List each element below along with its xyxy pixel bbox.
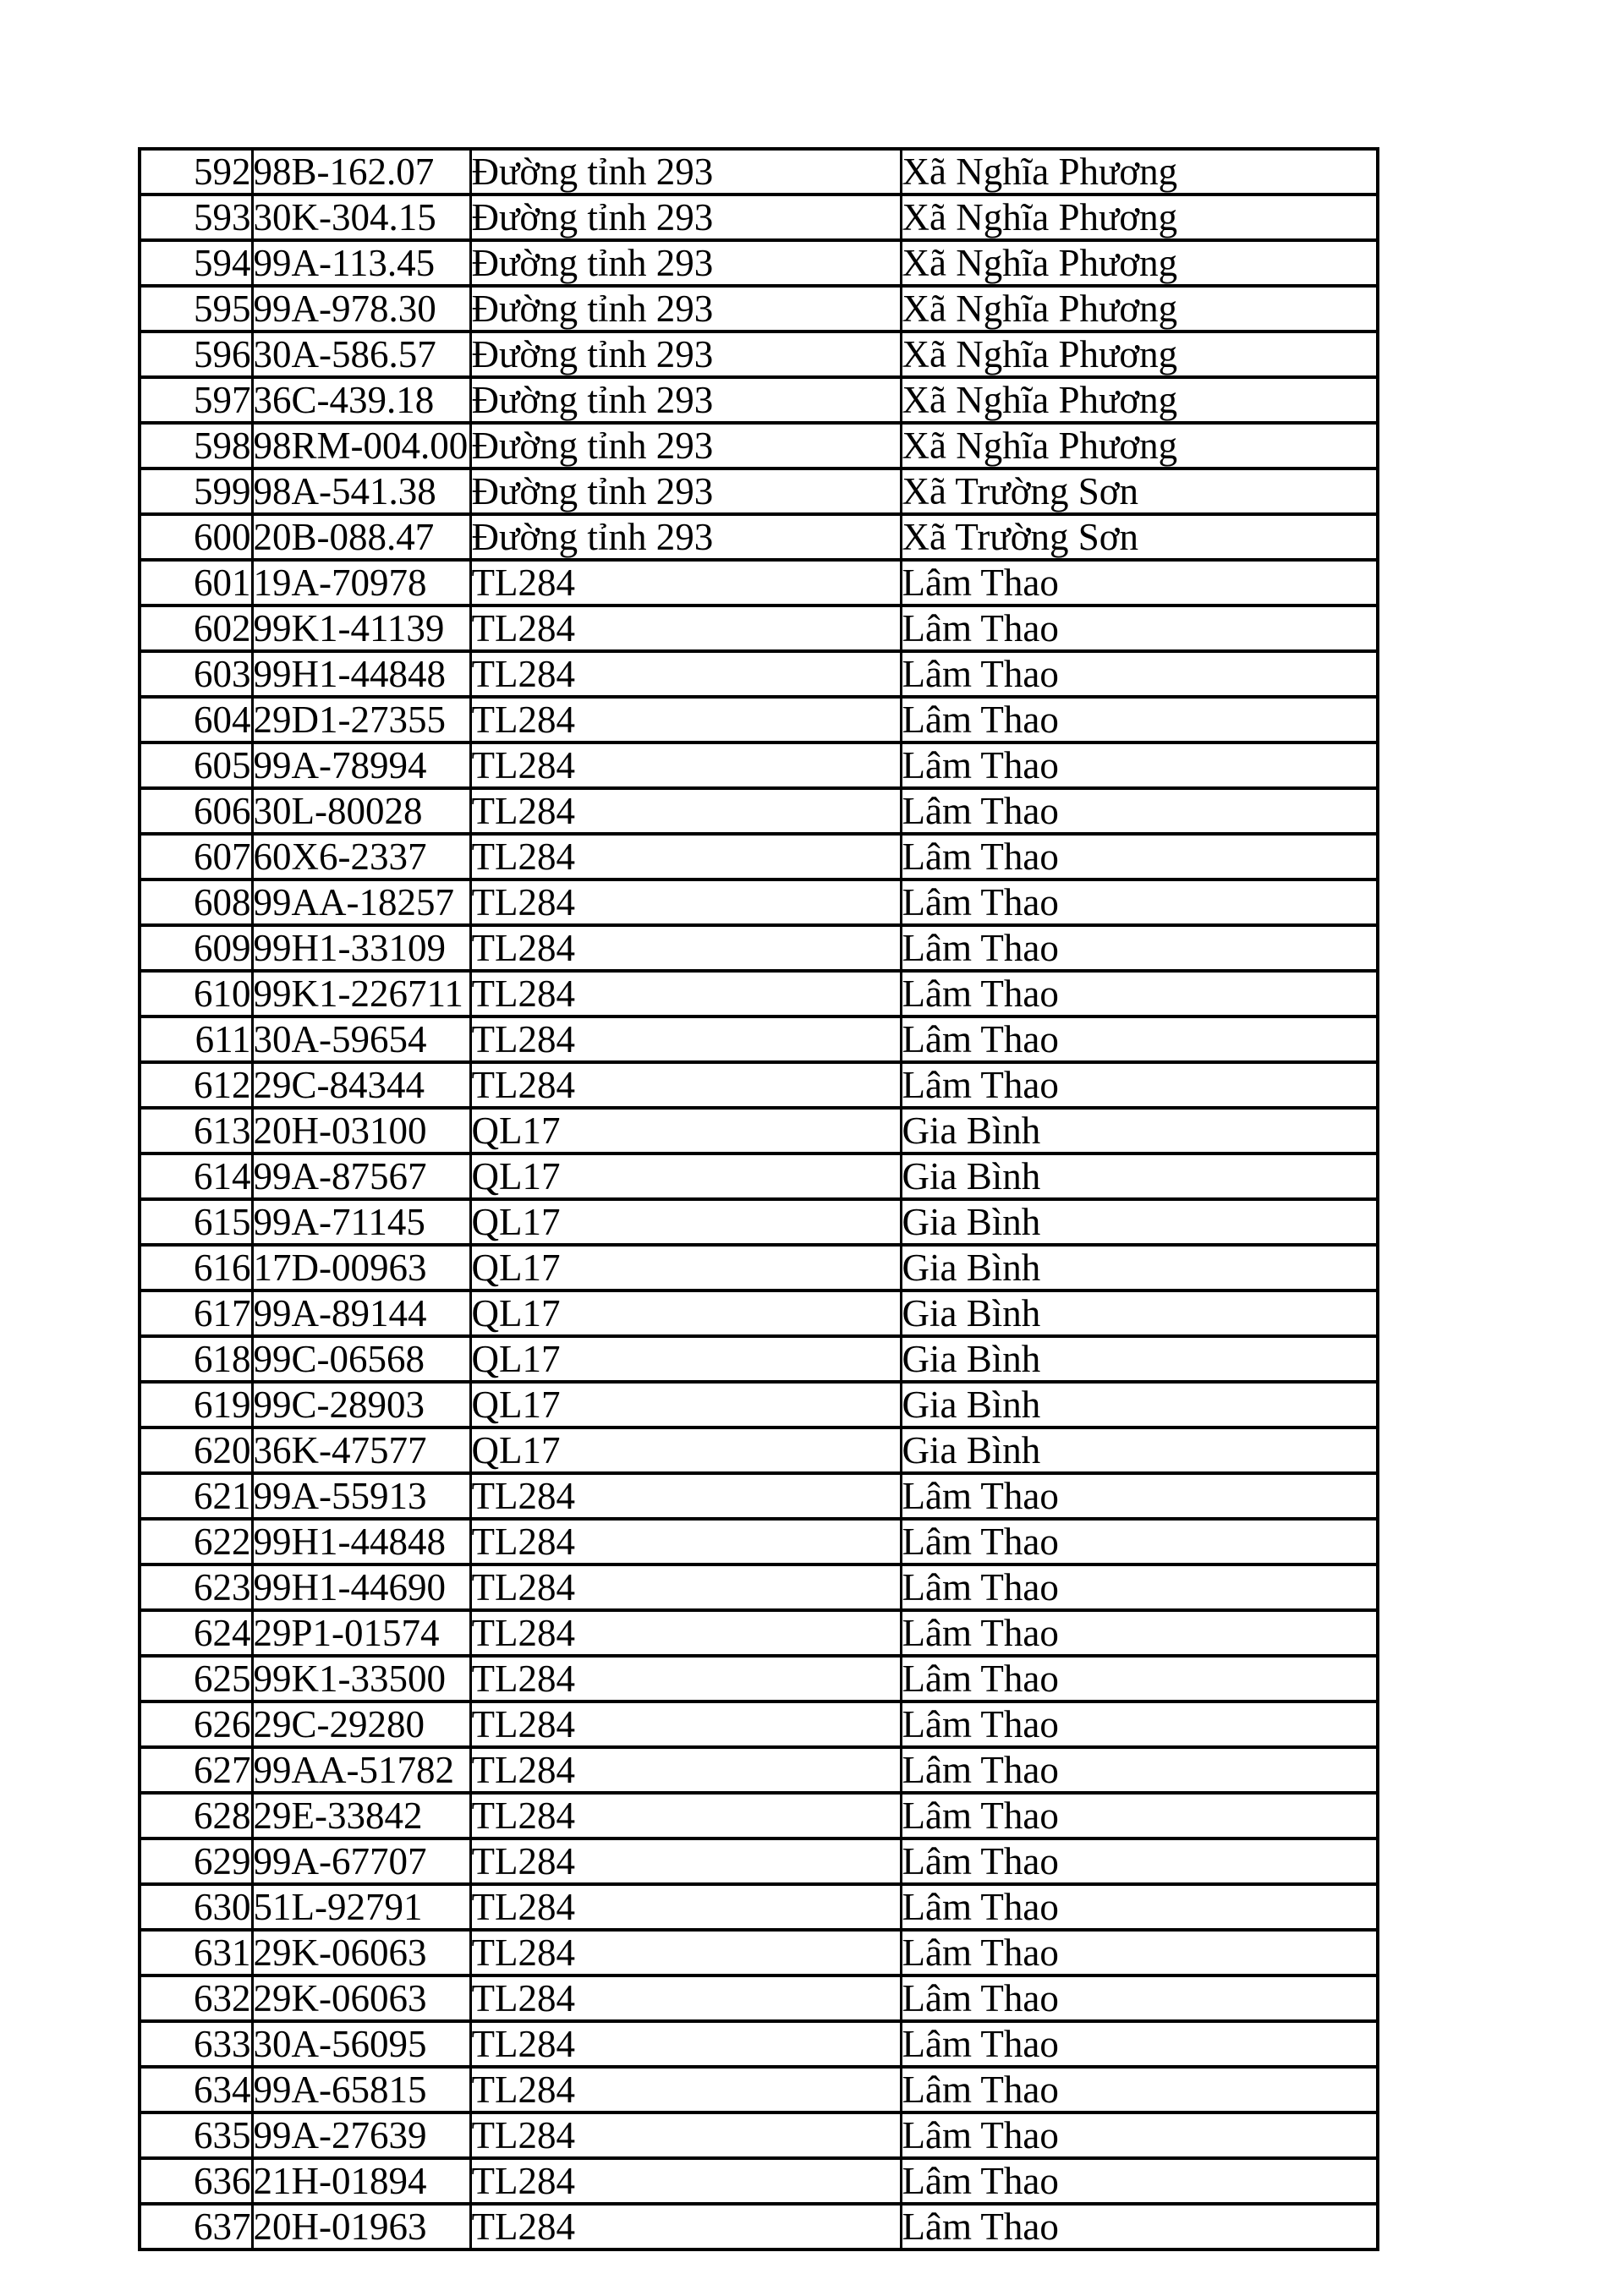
cell-location: Lâm Thao xyxy=(901,606,1378,651)
cell-no: 603 xyxy=(140,651,252,697)
cell-plate: 98A-541.38 xyxy=(252,469,470,514)
cell-road: TL284 xyxy=(470,1701,901,1747)
table-row xyxy=(140,2112,1378,2158)
cell-no: 595 xyxy=(140,286,252,332)
cell-plate: 20H-03100 xyxy=(252,1108,470,1153)
cell-no: 629 xyxy=(140,1838,252,1884)
cell-no: 621 xyxy=(140,1473,252,1519)
cell-plate: 29K-06063 xyxy=(252,1975,470,2021)
cell-plate: 99C-06568 xyxy=(252,1336,470,1382)
cell-road: QL17 xyxy=(470,1336,901,1382)
cell-road: TL284 xyxy=(470,1930,901,1975)
cell-road: TL284 xyxy=(470,1610,901,1656)
cell-road: TL284 xyxy=(470,1975,901,2021)
cell-road: Đường tỉnh 293 xyxy=(470,469,901,514)
cell-location: Lâm Thao xyxy=(901,1564,1378,1610)
cell-road: TL284 xyxy=(470,2021,901,2067)
cell-location: Lâm Thao xyxy=(901,1016,1378,1062)
cell-plate: 99K1-41139 xyxy=(252,606,470,651)
cell-road: TL284 xyxy=(470,925,901,971)
cell-road: TL284 xyxy=(470,788,901,834)
cell-road: TL284 xyxy=(470,1656,901,1701)
vehicle-table xyxy=(138,147,1379,2251)
cell-location: Lâm Thao xyxy=(901,834,1378,879)
cell-plate: 99H1-44848 xyxy=(252,651,470,697)
cell-location: Lâm Thao xyxy=(901,1656,1378,1701)
cell-location: Lâm Thao xyxy=(901,697,1378,743)
cell-road: QL17 xyxy=(470,1108,901,1153)
cell-no: 604 xyxy=(140,697,252,743)
cell-plate: 99K1-33500 xyxy=(252,1656,470,1701)
cell-location: Gia Bình xyxy=(901,1427,1378,1473)
cell-no: 625 xyxy=(140,1656,252,1701)
cell-no: 626 xyxy=(140,1701,252,1747)
cell-no: 633 xyxy=(140,2021,252,2067)
table-row xyxy=(140,1016,1378,1062)
cell-plate: 21H-01894 xyxy=(252,2158,470,2204)
cell-no: 630 xyxy=(140,1884,252,1930)
cell-no: 635 xyxy=(140,2112,252,2158)
table-row xyxy=(140,560,1378,606)
table-row xyxy=(140,1427,1378,1473)
cell-road: TL284 xyxy=(470,1062,901,1108)
cell-road: TL284 xyxy=(470,743,901,788)
cell-road: TL284 xyxy=(470,879,901,925)
cell-road: TL284 xyxy=(470,1519,901,1564)
cell-plate: 19A-70978 xyxy=(252,560,470,606)
cell-plate: 98B-162.07 xyxy=(252,149,470,195)
cell-road: TL284 xyxy=(470,2204,901,2249)
cell-no: 609 xyxy=(140,925,252,971)
table-row xyxy=(140,1975,1378,2021)
table-row xyxy=(140,1656,1378,1701)
cell-plate: 29E-33842 xyxy=(252,1793,470,1838)
cell-road: TL284 xyxy=(470,1884,901,1930)
cell-plate: 29C-84344 xyxy=(252,1062,470,1108)
cell-plate: 99H1-33109 xyxy=(252,925,470,971)
cell-road: Đường tỉnh 293 xyxy=(470,377,901,423)
cell-road: Đường tỉnh 293 xyxy=(470,332,901,377)
cell-location: Lâm Thao xyxy=(901,1610,1378,1656)
cell-plate: 17D-00963 xyxy=(252,1245,470,1290)
cell-road: TL284 xyxy=(470,971,901,1016)
cell-no: 618 xyxy=(140,1336,252,1382)
table-row xyxy=(140,2158,1378,2204)
cell-plate: 99A-27639 xyxy=(252,2112,470,2158)
table-row xyxy=(140,879,1378,925)
cell-location: Xã Nghĩa Phương xyxy=(901,286,1378,332)
cell-no: 608 xyxy=(140,879,252,925)
table-row xyxy=(140,697,1378,743)
cell-plate: 99A-67707 xyxy=(252,1838,470,1884)
cell-location: Lâm Thao xyxy=(901,1838,1378,1884)
cell-location: Xã Nghĩa Phương xyxy=(901,195,1378,240)
cell-location: Lâm Thao xyxy=(901,2158,1378,2204)
cell-plate: 51L-92791 xyxy=(252,1884,470,1930)
cell-plate: 30A-56095 xyxy=(252,2021,470,2067)
cell-location: Lâm Thao xyxy=(901,560,1378,606)
table-row xyxy=(140,149,1378,195)
cell-no: 598 xyxy=(140,423,252,469)
cell-plate: 99H1-44848 xyxy=(252,1519,470,1564)
cell-road: TL284 xyxy=(470,697,901,743)
cell-plate: 99A-113.45 xyxy=(252,240,470,286)
cell-no: 612 xyxy=(140,1062,252,1108)
cell-plate: 99C-28903 xyxy=(252,1382,470,1427)
cell-location: Lâm Thao xyxy=(901,1975,1378,2021)
cell-road: Đường tỉnh 293 xyxy=(470,149,901,195)
cell-plate: 99A-78994 xyxy=(252,743,470,788)
table-row xyxy=(140,1701,1378,1747)
cell-plate: 99A-89144 xyxy=(252,1290,470,1336)
table-row xyxy=(140,1747,1378,1793)
table-row xyxy=(140,1930,1378,1975)
cell-road: TL284 xyxy=(470,2067,901,2112)
cell-plate: 20H-01963 xyxy=(252,2204,470,2249)
cell-location: Lâm Thao xyxy=(901,788,1378,834)
cell-no: 606 xyxy=(140,788,252,834)
cell-no: 593 xyxy=(140,195,252,240)
cell-no: 624 xyxy=(140,1610,252,1656)
table-row xyxy=(140,1473,1378,1519)
cell-no: 597 xyxy=(140,377,252,423)
cell-no: 636 xyxy=(140,2158,252,2204)
cell-road: Đường tỉnh 293 xyxy=(470,423,901,469)
cell-plate: 98RM-004.00 xyxy=(252,423,470,469)
table-row xyxy=(140,1108,1378,1153)
cell-plate: 30L-80028 xyxy=(252,788,470,834)
table-row xyxy=(140,925,1378,971)
table-row xyxy=(140,1884,1378,1930)
cell-location: Xã Trường Sơn xyxy=(901,514,1378,560)
cell-plate: 99AA-51782 xyxy=(252,1747,470,1793)
cell-road: TL284 xyxy=(470,560,901,606)
table-row xyxy=(140,195,1378,240)
table-row xyxy=(140,1610,1378,1656)
cell-no: 596 xyxy=(140,332,252,377)
table-row xyxy=(140,1245,1378,1290)
cell-plate: 30A-59654 xyxy=(252,1016,470,1062)
cell-no: 617 xyxy=(140,1290,252,1336)
cell-plate: 99A-55913 xyxy=(252,1473,470,1519)
cell-road: QL17 xyxy=(470,1427,901,1473)
cell-no: 599 xyxy=(140,469,252,514)
cell-plate: 99A-978.30 xyxy=(252,286,470,332)
cell-no: 601 xyxy=(140,560,252,606)
table-row xyxy=(140,606,1378,651)
cell-road: QL17 xyxy=(470,1153,901,1199)
table-row xyxy=(140,469,1378,514)
cell-location: Gia Bình xyxy=(901,1382,1378,1427)
table-row xyxy=(140,423,1378,469)
cell-location: Xã Nghĩa Phương xyxy=(901,377,1378,423)
cell-plate: 29P1-01574 xyxy=(252,1610,470,1656)
table-row xyxy=(140,1153,1378,1199)
cell-plate: 99A-71145 xyxy=(252,1199,470,1245)
cell-plate: 60X6-2337 xyxy=(252,834,470,879)
cell-no: 632 xyxy=(140,1975,252,2021)
cell-location: Lâm Thao xyxy=(901,1930,1378,1975)
cell-no: 615 xyxy=(140,1199,252,1245)
cell-location: Xã Nghĩa Phương xyxy=(901,149,1378,195)
table-row xyxy=(140,1336,1378,1382)
cell-road: QL17 xyxy=(470,1382,901,1427)
cell-no: 610 xyxy=(140,971,252,1016)
cell-road: Đường tỉnh 293 xyxy=(470,240,901,286)
cell-road: TL284 xyxy=(470,651,901,697)
cell-road: TL284 xyxy=(470,2112,901,2158)
cell-no: 613 xyxy=(140,1108,252,1153)
cell-road: QL17 xyxy=(470,1290,901,1336)
cell-plate: 99A-87567 xyxy=(252,1153,470,1199)
table-row xyxy=(140,1519,1378,1564)
table-row xyxy=(140,1382,1378,1427)
cell-location: Lâm Thao xyxy=(901,2067,1378,2112)
table-row xyxy=(140,1062,1378,1108)
cell-no: 623 xyxy=(140,1564,252,1610)
cell-location: Xã Nghĩa Phương xyxy=(901,423,1378,469)
vehicle-table-body xyxy=(140,149,1378,2249)
cell-road: TL284 xyxy=(470,1564,901,1610)
cell-location: Lâm Thao xyxy=(901,1062,1378,1108)
cell-road: Đường tỉnh 293 xyxy=(470,514,901,560)
cell-location: Xã Nghĩa Phương xyxy=(901,332,1378,377)
cell-location: Xã Nghĩa Phương xyxy=(901,240,1378,286)
cell-road: TL284 xyxy=(470,1473,901,1519)
cell-location: Lâm Thao xyxy=(901,743,1378,788)
cell-road: QL17 xyxy=(470,1199,901,1245)
cell-location: Lâm Thao xyxy=(901,1473,1378,1519)
table-row xyxy=(140,286,1378,332)
cell-road: Đường tỉnh 293 xyxy=(470,286,901,332)
table-row xyxy=(140,1838,1378,1884)
cell-road: QL17 xyxy=(470,1245,901,1290)
table-row xyxy=(140,743,1378,788)
cell-no: 605 xyxy=(140,743,252,788)
cell-no: 594 xyxy=(140,240,252,286)
cell-location: Gia Bình xyxy=(901,1336,1378,1382)
cell-location: Lâm Thao xyxy=(901,2112,1378,2158)
cell-location: Lâm Thao xyxy=(901,2021,1378,2067)
cell-location: Lâm Thao xyxy=(901,1701,1378,1747)
cell-location: Lâm Thao xyxy=(901,1519,1378,1564)
cell-road: TL284 xyxy=(470,1016,901,1062)
cell-plate: 30A-586.57 xyxy=(252,332,470,377)
cell-plate: 29D1-27355 xyxy=(252,697,470,743)
cell-plate: 99H1-44690 xyxy=(252,1564,470,1610)
table-row xyxy=(140,971,1378,1016)
cell-plate: 20B-088.47 xyxy=(252,514,470,560)
table-row xyxy=(140,332,1378,377)
table-row xyxy=(140,2204,1378,2249)
cell-no: 634 xyxy=(140,2067,252,2112)
cell-plate: 29K-06063 xyxy=(252,1930,470,1975)
cell-plate: 36C-439.18 xyxy=(252,377,470,423)
table-row xyxy=(140,834,1378,879)
cell-plate: 99A-65815 xyxy=(252,2067,470,2112)
table-row xyxy=(140,377,1378,423)
table-row xyxy=(140,1199,1378,1245)
cell-road: TL284 xyxy=(470,606,901,651)
cell-location: Lâm Thao xyxy=(901,2204,1378,2249)
cell-location: Lâm Thao xyxy=(901,1884,1378,1930)
cell-plate: 30K-304.15 xyxy=(252,195,470,240)
cell-plate: 99K1-226711 xyxy=(252,971,470,1016)
table-row xyxy=(140,514,1378,560)
cell-location: Lâm Thao xyxy=(901,1747,1378,1793)
table-row xyxy=(140,1793,1378,1838)
cell-no: 627 xyxy=(140,1747,252,1793)
table-row xyxy=(140,1564,1378,1610)
cell-no: 602 xyxy=(140,606,252,651)
table-row xyxy=(140,2021,1378,2067)
cell-location: Gia Bình xyxy=(901,1290,1378,1336)
cell-road: TL284 xyxy=(470,1838,901,1884)
cell-no: 620 xyxy=(140,1427,252,1473)
cell-no: 619 xyxy=(140,1382,252,1427)
cell-location: Gia Bình xyxy=(901,1108,1378,1153)
cell-no: 592 xyxy=(140,149,252,195)
cell-no: 628 xyxy=(140,1793,252,1838)
cell-location: Gia Bình xyxy=(901,1153,1378,1199)
cell-no: 622 xyxy=(140,1519,252,1564)
cell-plate: 29C-29280 xyxy=(252,1701,470,1747)
cell-plate: 99AA-18257 xyxy=(252,879,470,925)
table-row xyxy=(140,240,1378,286)
table-row xyxy=(140,651,1378,697)
cell-no: 631 xyxy=(140,1930,252,1975)
cell-plate: 36K-47577 xyxy=(252,1427,470,1473)
cell-road: TL284 xyxy=(470,1793,901,1838)
cell-no: 607 xyxy=(140,834,252,879)
cell-road: Đường tỉnh 293 xyxy=(470,195,901,240)
cell-location: Lâm Thao xyxy=(901,651,1378,697)
table-row xyxy=(140,1290,1378,1336)
cell-location: Gia Bình xyxy=(901,1199,1378,1245)
cell-location: Lâm Thao xyxy=(901,879,1378,925)
cell-no: 614 xyxy=(140,1153,252,1199)
cell-no: 637 xyxy=(140,2204,252,2249)
table-row xyxy=(140,788,1378,834)
cell-no: 611 xyxy=(140,1016,252,1062)
cell-location: Lâm Thao xyxy=(901,971,1378,1016)
cell-road: TL284 xyxy=(470,2158,901,2204)
cell-location: Lâm Thao xyxy=(901,925,1378,971)
cell-location: Lâm Thao xyxy=(901,1793,1378,1838)
table-row xyxy=(140,2067,1378,2112)
cell-no: 616 xyxy=(140,1245,252,1290)
cell-road: TL284 xyxy=(470,834,901,879)
cell-road: TL284 xyxy=(470,1747,901,1793)
cell-no: 600 xyxy=(140,514,252,560)
cell-location: Xã Trường Sơn xyxy=(901,469,1378,514)
cell-location: Gia Bình xyxy=(901,1245,1378,1290)
